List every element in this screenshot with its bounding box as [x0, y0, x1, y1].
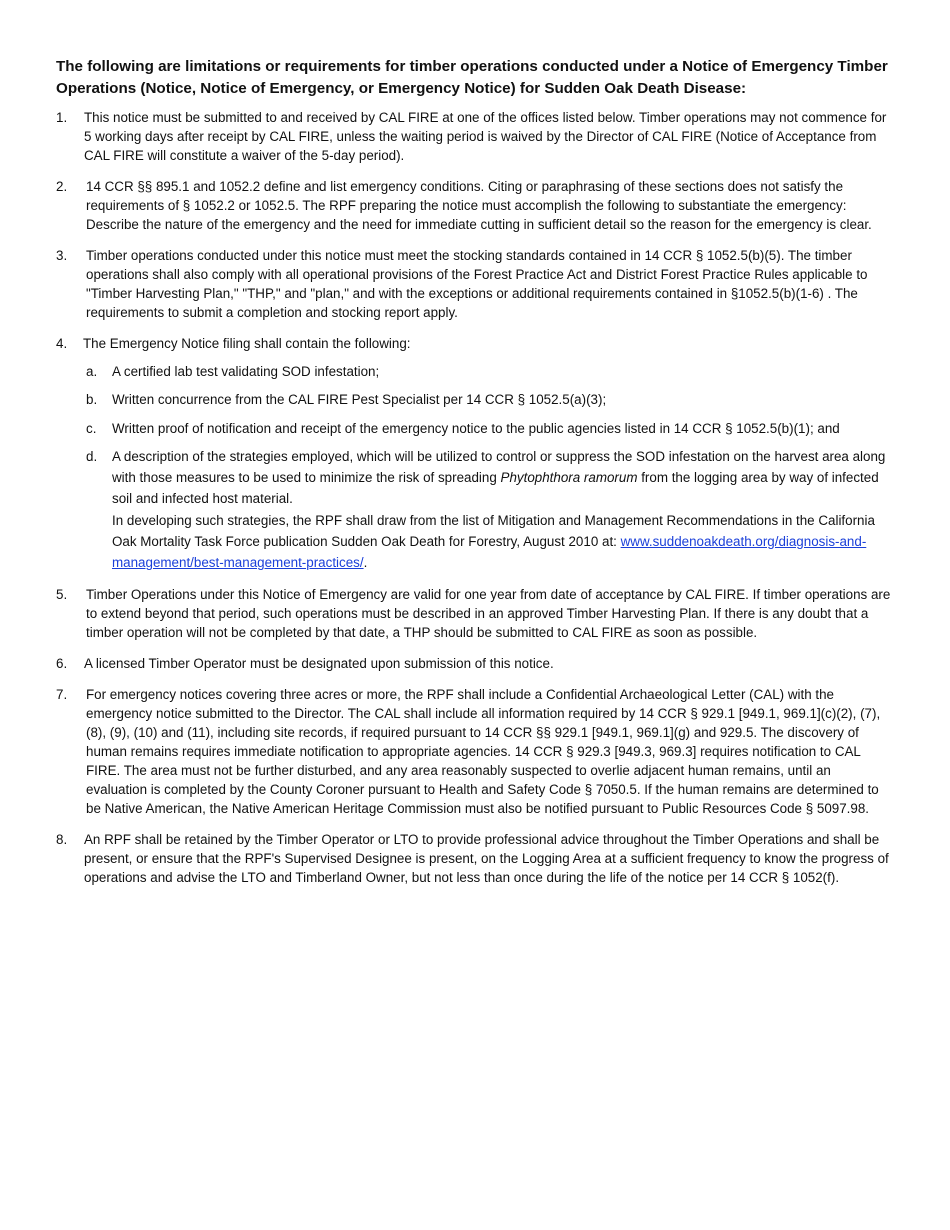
sub-item-text: A certified lab test validating SOD infestation; — [112, 364, 380, 379]
document-heading: The following are limitations or requirements for timber operations conducted under a Notice of Emergency Timber Operations (Notice, Notice of Emergency, or Emergency Notice) for Sudden Oak Death Disease: — [56, 58, 888, 97]
list-item-2 — [56, 177, 895, 234]
item-text: For emergency notices covering three acres or more, the RPF shall include a Confidential Archaeological Letter (CAL) with the emergency notice submitted to the Director. The CAL shall include all information required by 14 CCR § 929.1 [949.1, 969.1](c)(2), (7), (8), (9), (10) and (11), including site records, if required pursuant to 14 CCR §§ 929.1 [949.1, 969.1](g) and 929.5. The discovery of human remains requires immediate notification to appropriate agencies. 14 CCR § 929.3 [949.3, 969.3] requires notification to CAL FIRE. The area must not be further disturbed, and any area reasonably suspected to overlie adjacent human remains, until an evaluation is completed by the County Coroner pursuant to Health and Safety Code § 7050.5. If the human remains are determined to be Native American, the Native American Heritage Commission must also be notified pursuant to Public Resources Code § 5097.98. — [86, 686, 881, 816]
item-text: Timber operations conducted under this notice must meet the stocking standards contained in 14 CCR § 1052.5(b)(5). The timber operations shall also comply with all operational provisions of the Forest Practice Act and District Forest Practice Rules applicable to "Timber Harvesting Plan," "THP," and "plan," and with the exceptions or additional requirements contained in §1052.5(b)(1-6) . The requirements to submit a completion and stocking report apply. — [86, 248, 868, 320]
list-item-5 — [56, 585, 895, 642]
sub-item-b — [56, 389, 895, 410]
item-number: 6. — [56, 655, 68, 671]
sub-item-d-paragraph-1: A description of the strategies employed, which will be utilized to control or suppress the SOD infestation on the harvest area along with those measures to be used to minimize the risk of spreading Phytophthora ramorum from the logging area by way of infected soil and infected host material. — [112, 448, 886, 507]
item-text: Timber Operations under this Notice of Emergency are valid for one year from date of acceptance by CAL FIRE. If timber operations are to extend beyond that period, such operations must be described in an approved Timber Harvesting Plan. If there is any doubt that a timber operation will not be completed by that date, a THP should be submitted to CAL FIRE as soon as possible. — [86, 586, 891, 640]
item-number: 4. — [56, 336, 68, 351]
sub-item-text: Written proof of notification and receipt of the emergency notice to the public agencies listed in 14 CCR § 1052.5(b)(1); and — [112, 420, 840, 436]
item-number: 1. — [56, 110, 68, 125]
species-name: Phytophthora ramorum — [500, 470, 638, 486]
sub-item-c — [56, 418, 895, 439]
sub-item-d-paragraph-2: In developing such strategies, the RPF shall draw from the list of Mitigation and Management Recommendations in the California Oak Mortality Task Force publication Sudden Oak Death for Forestry, August 2010 at: www.suddenoakdeath.org/diagnosis-and-management/best-management-practices/. — [112, 512, 875, 571]
list-item-3 — [56, 246, 895, 322]
sub-item-d — [56, 446, 895, 574]
list-item-7 — [56, 685, 895, 818]
sub-item-text: Written concurrence from the CAL FIRE Pest Specialist per 14 CCR § 1052.5(a)(3); — [112, 392, 607, 408]
item-number: 7. — [56, 686, 68, 702]
sub-item-letter: d. — [86, 448, 98, 464]
sub-item-letter: c. — [86, 420, 97, 436]
sub-item-letter: a. — [86, 364, 98, 379]
best-management-practices-link[interactable]: www.suddenoakdeath.org/diagnosis-and-management/best-management-practices/ — [112, 534, 867, 571]
item-text: This notice must be submitted to and received by CAL FIRE at one of the offices listed below. Timber operations may not commence for 5 working days after receipt by CAL FIRE, unless the waiting period is waived by the Director of CAL FIRE (Notice of Acceptance from CAL FIRE will constitute a waiver of the 5-day period). — [84, 110, 887, 163]
item-text: A licensed Timber Operator must be designated upon submission of this notice. — [84, 655, 554, 671]
item-number: 3. — [56, 248, 68, 263]
list-item-6 — [56, 654, 895, 673]
item-number: 5. — [56, 586, 68, 602]
item-text: An RPF shall be retained by the Timber Operator or LTO to provide professional advice throughout the Timber Operations and shall be present, or ensure that the RPF's Supervised Designee is present, on the Logging Area at a sufficient frequency to know the progress of operations and advise the LTO and Timberland Owner, but not less than once during the life of the notice per 14 CCR § 1052(f). — [84, 831, 889, 885]
item-number: 8. — [56, 831, 68, 847]
list-item-4 — [56, 334, 895, 353]
list-item-1 — [56, 108, 895, 165]
item-text: The Emergency Notice filing shall contain the following: — [83, 336, 411, 351]
item-number: 2. — [56, 179, 68, 194]
item-text: 14 CCR §§ 895.1 and 1052.2 define and list emergency conditions. Citing or paraphrasing of these sections does not satisfy the requirements of § 1052.2 or 1052.5. The RPF preparing the notice must accomplish the following to substantiate the emergency: Describe the nature of the emergency and the need for immediate cutting in sufficient detail so the reason for the emergency is clear. — [86, 179, 872, 232]
list-item-8 — [56, 830, 895, 887]
sub-item-letter: b. — [86, 392, 98, 408]
sub-item-a — [56, 361, 895, 382]
